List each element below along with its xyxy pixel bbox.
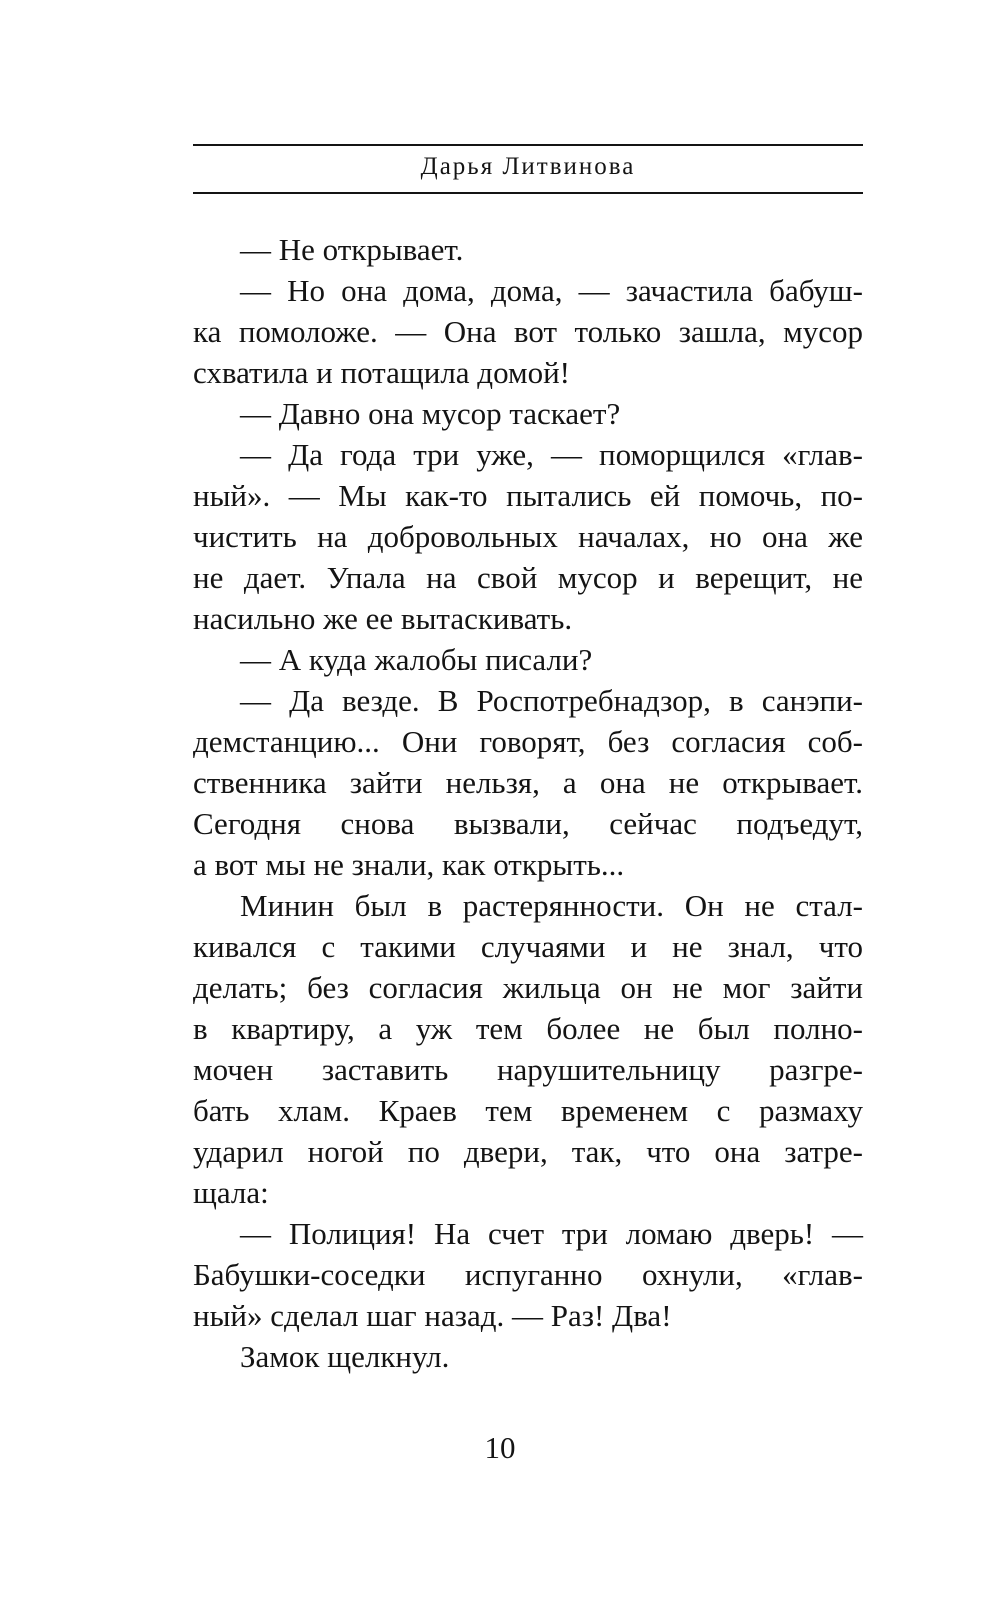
text-line: делать; без согласия жильца он не мог зайти bbox=[193, 970, 863, 1005]
text-line: — Да везде. В Роспотребнадзор, в санэпи- bbox=[240, 683, 863, 718]
text-line: мочен заставить нарушительницу разгре- bbox=[193, 1052, 863, 1087]
text-line: чистить на добровольных началах, но она же bbox=[193, 519, 863, 554]
author-name: Дарья Литвинова bbox=[420, 153, 636, 180]
text-line: не дает. Упала на свой мусор и верещит, не bbox=[193, 560, 863, 595]
text-line: — Но она дома, дома, — зачастила бабуш- bbox=[240, 273, 863, 308]
text-line: ка помоложе. — Она вот только зашла, мусор bbox=[193, 314, 863, 349]
text-line: Замок щелкнул. bbox=[240, 1339, 450, 1374]
text-line: бать хлам. Краев тем временем с размаху bbox=[193, 1093, 863, 1128]
text-line: — Полиция! На счет три ломаю дверь! — bbox=[240, 1216, 863, 1251]
text-line: в квартиру, а уж тем более не был полно- bbox=[193, 1011, 863, 1046]
text-line: Сегодня снова вызвали, сейчас подъедут, bbox=[193, 806, 863, 841]
text-line: кивался с такими случаями и не знал, что bbox=[193, 929, 863, 964]
text-line: демстанцию... Они говорят, без согласия соб- bbox=[193, 724, 863, 759]
text-line: Бабушки-соседки испуганно охнули, «глав- bbox=[193, 1257, 863, 1292]
page-number: 10 bbox=[484, 1430, 516, 1465]
text-line: — Давно она мусор таскает? bbox=[240, 396, 621, 431]
text-line: Минин был в растерянности. Он не стал- bbox=[240, 888, 863, 923]
text-line: — Не открывает. bbox=[240, 232, 464, 267]
text-line: а вот мы не знали, как открыть... bbox=[193, 847, 625, 882]
text-line: — А куда жалобы писали? bbox=[240, 642, 593, 677]
text-line: ный» сделал шаг назад. — Раз! Два! bbox=[193, 1298, 672, 1333]
text-line: щала: bbox=[193, 1175, 269, 1210]
text-line: ный». — Мы как-то пытались ей помочь, по- bbox=[193, 478, 863, 513]
running-head bbox=[193, 144, 863, 194]
text-line: ственника зайти нельзя, а она не открывает. bbox=[193, 765, 863, 800]
text-line: — Да года три уже, — поморщился «глав- bbox=[240, 437, 863, 472]
text-line: ударил ногой по двери, так, что она затре- bbox=[193, 1134, 863, 1169]
text-line: схватила и потащила домой! bbox=[193, 355, 571, 390]
text-line: насильно же ее вытаскивать. bbox=[193, 601, 573, 636]
body-text bbox=[193, 229, 863, 1377]
